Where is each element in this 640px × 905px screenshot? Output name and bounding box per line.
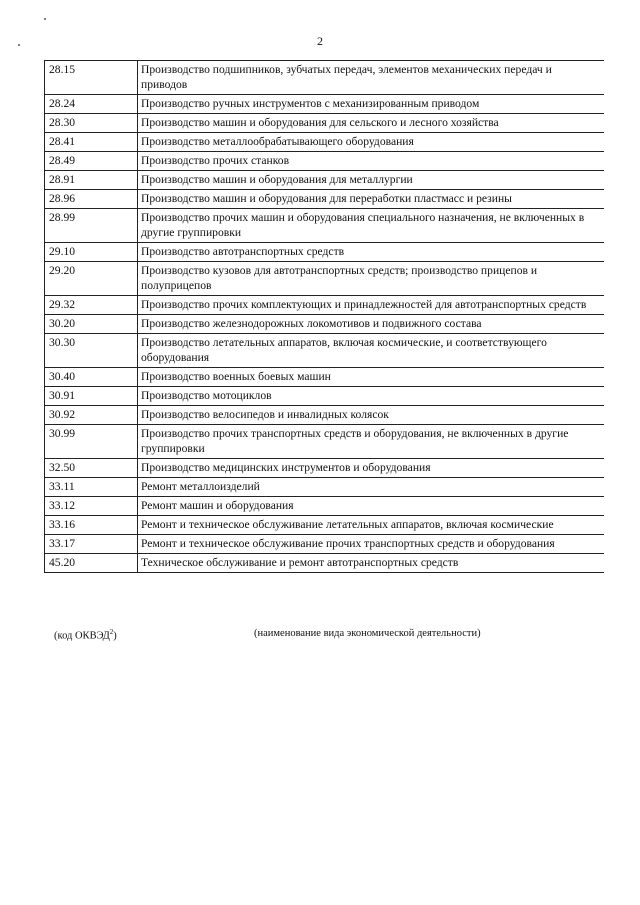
okved-code: 29.32	[45, 296, 138, 315]
table-row	[45, 209, 605, 243]
okved-codes-table	[44, 60, 604, 573]
table-row	[45, 190, 605, 209]
code-caption-text: (код ОКВЭД	[54, 630, 110, 642]
okved-code: 28.41	[45, 133, 138, 152]
okved-code: 33.12	[45, 497, 138, 516]
page-number: 2	[317, 34, 323, 48]
okved-code: 30.20	[45, 315, 138, 334]
activity-name: Производство подшипников, зубчатых передач, элементов механических передач и приводов	[138, 61, 605, 95]
table-row	[45, 535, 605, 554]
okved-code: 28.30	[45, 114, 138, 133]
okved-code: 33.17	[45, 535, 138, 554]
activity-name: Производство прочих станков	[138, 152, 605, 171]
table-row	[45, 478, 605, 497]
activity-name: Производство железнодорожных локомотивов и подвижного состава	[138, 315, 605, 334]
activity-name: Производство ручных инструментов с механизированным приводом	[138, 95, 605, 114]
table-row	[45, 516, 605, 535]
table-row	[45, 368, 605, 387]
activity-name: Производство автотранспортных средств	[138, 243, 605, 262]
activity-name: Ремонт металлоизделий	[138, 478, 605, 497]
activity-name: Производство прочих комплектующих и принадлежностей для автотранспортных средств	[138, 296, 605, 315]
table-row	[45, 497, 605, 516]
code-column-caption	[54, 628, 117, 642]
okved-code: 33.16	[45, 516, 138, 535]
activity-name: Производство прочих машин и оборудования специального назначения, не включенных в другие группировки	[138, 209, 605, 243]
table-row	[45, 152, 605, 171]
code-caption-close: )	[113, 630, 117, 642]
okved-code: 28.96	[45, 190, 138, 209]
table-row	[45, 133, 605, 152]
okved-code: 30.92	[45, 406, 138, 425]
scan-speck	[44, 18, 46, 20]
okved-code: 28.24	[45, 95, 138, 114]
activity-name: Ремонт и техническое обслуживание летательных аппаратов, включая космические	[138, 516, 605, 535]
okved-code: 29.10	[45, 243, 138, 262]
activity-name: Производство военных боевых машин	[138, 368, 605, 387]
table-row	[45, 459, 605, 478]
okved-code: 33.11	[45, 478, 138, 497]
table-row	[45, 406, 605, 425]
name-column-caption: (наименование вида экономической деятельности)	[254, 628, 481, 639]
table-row	[45, 425, 605, 459]
activity-name: Производство медицинских инструментов и оборудования	[138, 459, 605, 478]
table-row	[45, 171, 605, 190]
table-row	[45, 114, 605, 133]
okved-code: 30.40	[45, 368, 138, 387]
okved-code: 30.30	[45, 334, 138, 368]
okved-code: 29.20	[45, 262, 138, 296]
okved-code: 28.49	[45, 152, 138, 171]
okved-codes-table-body	[45, 61, 605, 573]
activity-name: Производство машин и оборудования для переработки пластмасс и резины	[138, 190, 605, 209]
activity-name: Производство велосипедов и инвалидных колясок	[138, 406, 605, 425]
table-row	[45, 334, 605, 368]
activity-name: Ремонт машин и оборудования	[138, 497, 605, 516]
activity-name: Производство металлообрабатывающего оборудования	[138, 133, 605, 152]
activity-name: Техническое обслуживание и ремонт автотранспортных средств	[138, 554, 605, 573]
table-row	[45, 387, 605, 406]
okved-code: 45.20	[45, 554, 138, 573]
table-row	[45, 243, 605, 262]
activity-name: Производство мотоциклов	[138, 387, 605, 406]
activity-name: Производство прочих транспортных средств и оборудования, не включенных в другие группировки	[138, 425, 605, 459]
activity-name: Производство машин и оборудования для сельского и лесного хозяйства	[138, 114, 605, 133]
okved-code: 30.91	[45, 387, 138, 406]
table-row	[45, 262, 605, 296]
okved-code: 28.91	[45, 171, 138, 190]
table-row	[45, 554, 605, 573]
footnote-marker: 2	[109, 628, 114, 636]
activity-name: Производство летательных аппаратов, включая космические, и соответствующего оборудования	[138, 334, 605, 368]
table-row	[45, 61, 605, 95]
okved-code: 28.15	[45, 61, 138, 95]
activity-name: Производство кузовов для автотранспортных средств; производство прицепов и полуприцепов	[138, 262, 605, 296]
okved-code: 30.99	[45, 425, 138, 459]
table-row	[45, 315, 605, 334]
okved-code: 28.99	[45, 209, 138, 243]
okved-code: 32.50	[45, 459, 138, 478]
table-row	[45, 296, 605, 315]
activity-name: Производство машин и оборудования для металлургии	[138, 171, 605, 190]
activity-name: Ремонт и техническое обслуживание прочих транспортных средств и оборудования	[138, 535, 605, 554]
table-row	[45, 95, 605, 114]
